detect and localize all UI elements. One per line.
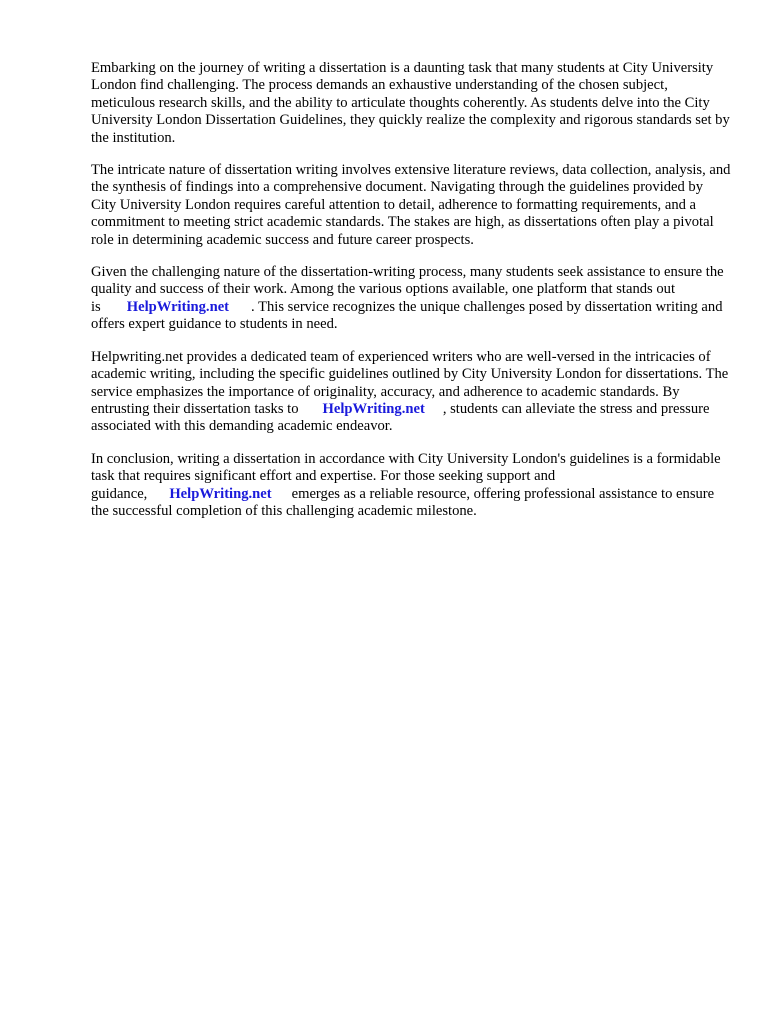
- paragraph-service-before: Helpwriting.net provides a dedicated team of experienced writers who are well-versed in the intricacies of academic writing, including the specific guidelines outlined by City University London for dissertations. The service emphasizes the importance of originality, accuracy, and adherence to academic standards. By entrusting their dissertation tasks to: [91, 348, 729, 417]
- helpwriting-link-3[interactable]: HelpWriting.net: [169, 485, 272, 502]
- paragraph-service-after: , students can alleviate the stress and pressure associated with this demanding academic endeavor.: [91, 400, 710, 435]
- paragraph-nature: The intricate nature of dissertation writing involves extensive literature reviews, data collection, analysis, and the synthesis of findings into a comprehensive document. Navigating through the guidelines provided by City University London requires careful attention to detail, adherence to formatting requirements, and a commitment to meeting strict academic standards. The stakes are high, as dissertations often play a pivotal role in determining academic success and future career prospects.: [91, 162, 731, 248]
- paragraph-assistance: [91, 264, 731, 334]
- paragraph-service: [91, 349, 731, 436]
- helpwriting-link-2[interactable]: HelpWriting.net: [322, 400, 425, 417]
- document-body: [91, 60, 731, 535]
- paragraph-conclusion-after: emerges as a reliable resource, offering professional assistance to ensure the successful completion of this challenging academic milestone.: [91, 485, 715, 519]
- paragraph-intro: Embarking on the journey of writing a dissertation is a daunting task that many students at City University London find challenging. The process demands an exhaustive understanding of the chosen subject, meticulous research skills, and the ability to articulate thoughts coherently. As students delve into the City University London Dissertation Guidelines, they quickly realize the complexity and rigorous standards set by the institution.: [91, 60, 730, 146]
- paragraph-assistance-after: . This service recognizes the unique challenges posed by dissertation writing and offers expert guidance to students in need.: [91, 298, 723, 333]
- paragraph-conclusion: [91, 451, 731, 521]
- helpwriting-link-1[interactable]: HelpWriting.net: [126, 298, 230, 315]
- paragraph-assistance-before: Given the challenging nature of the dissertation-writing process, many students seek assistance to ensure the quality and success of their work. Among the various options available, one platform that stands out is: [91, 264, 724, 315]
- paragraph-conclusion-before: In conclusion, writing a dissertation in accordance with City University London's guidelines is a formidable task that requires significant effort and expertise. For those seeking support and guidance,: [91, 450, 721, 502]
